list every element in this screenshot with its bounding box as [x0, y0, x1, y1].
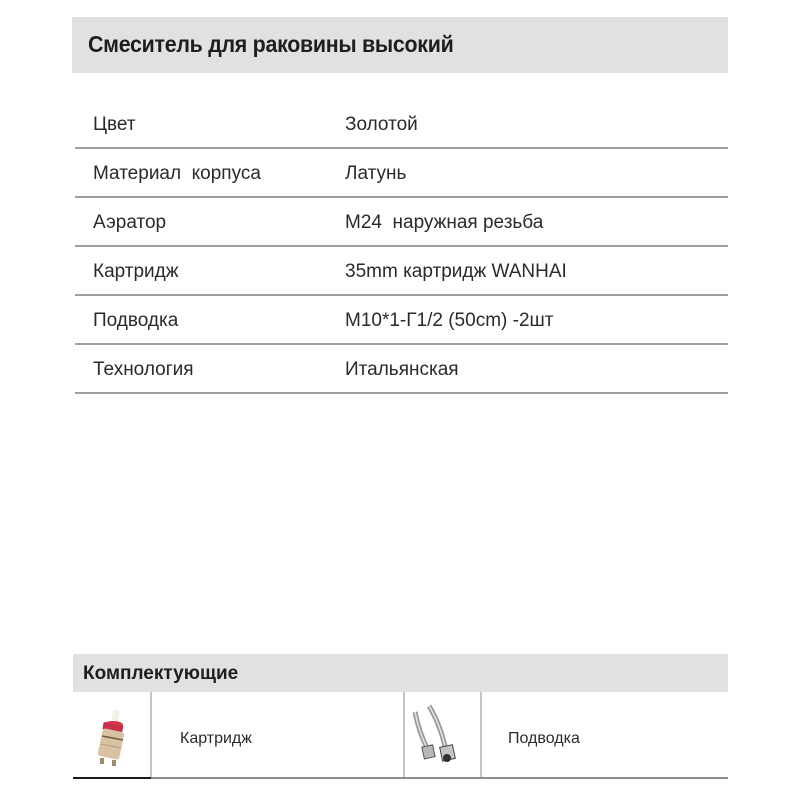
accessories-heading: Комплектующие — [83, 663, 239, 684]
spec-value: 35mm картридж WANHAI — [345, 261, 567, 282]
spec-label: Материал корпуса — [93, 163, 261, 184]
spec-row-aerator — [75, 198, 728, 247]
spec-table — [75, 100, 728, 394]
spec-label: Цвет — [93, 114, 136, 135]
divider — [150, 692, 152, 778]
divider — [73, 777, 151, 779]
title-band — [72, 17, 728, 73]
divider — [480, 692, 482, 778]
cartridge-icon — [88, 708, 138, 770]
spec-label: Аэратор — [93, 212, 167, 233]
spec-label: Технология — [93, 359, 194, 380]
spec-label: Подводка — [93, 310, 179, 331]
hose-icon — [405, 702, 477, 774]
spec-row-cartridge — [75, 247, 728, 296]
spec-row-hose — [75, 296, 728, 345]
spec-value: M24 наружная резьба — [345, 212, 544, 233]
spec-value: Латунь — [345, 163, 407, 184]
spec-value: M10*1-Г1/2 (50cm) -2шт — [345, 310, 554, 331]
spec-label: Картридж — [93, 261, 179, 282]
spec-value: Золотой — [345, 114, 418, 135]
spec-value: Итальянская — [345, 359, 459, 380]
page-title: Смеситель для раковины высокий — [88, 31, 454, 57]
divider — [151, 777, 728, 779]
accessory-label: Картридж — [180, 730, 252, 747]
spec-row-color — [75, 100, 728, 149]
accessories-band — [73, 654, 728, 692]
accessory-label: Подводка — [508, 730, 580, 747]
spec-row-material — [75, 149, 728, 198]
spec-row-technology — [75, 345, 728, 394]
